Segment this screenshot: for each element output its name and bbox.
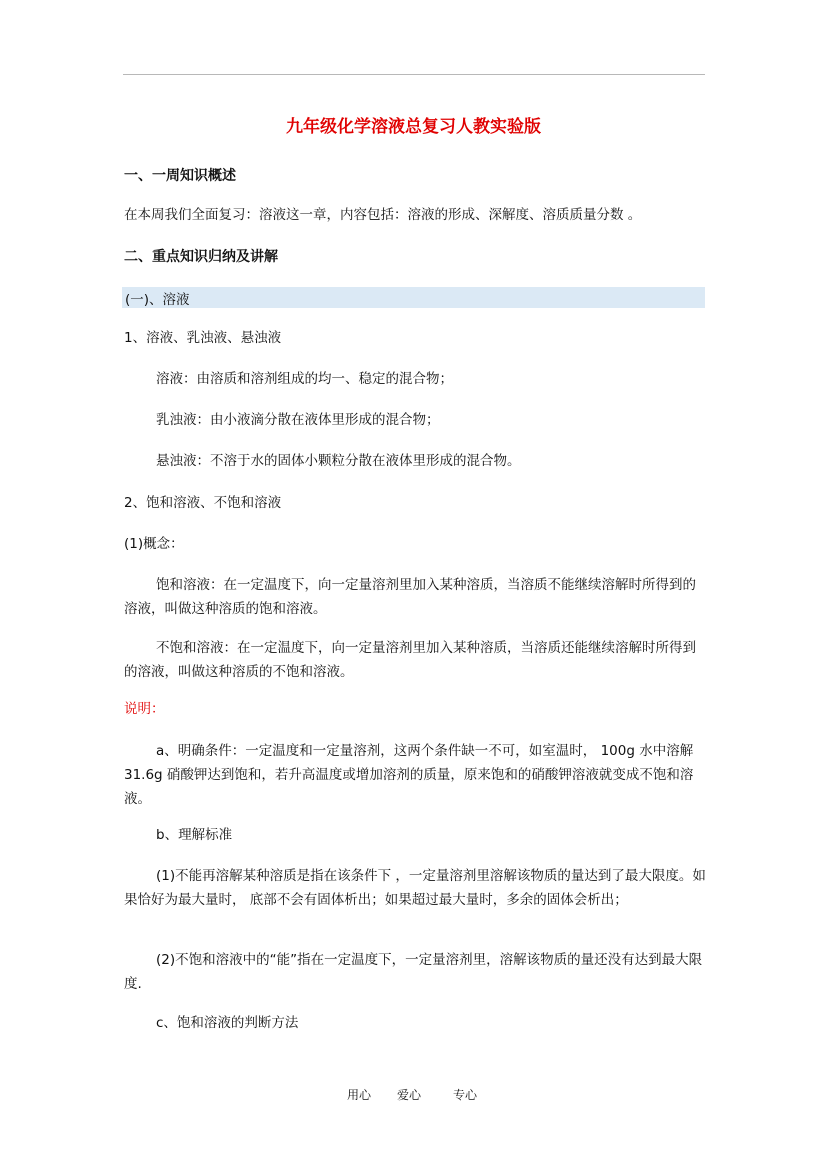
section-1-heading: 一、一周知识概述 [124,168,236,184]
note-b2: (2)不饱和溶液中的“能”指在一定温度下，一定量溶剂里，溶解该物质的量还没有达到最大限度. [124,952,703,992]
definition-emulsion: 乳浊液：由小液滴分散在液体里形成的混合物； [156,412,440,428]
item-1-label: 1、溶液、乳浊液、悬浊液 [124,330,282,346]
subheading-solution: (一)、溶液 [125,292,190,308]
note-label: 说明： [124,701,165,717]
note-b: b、理解标准 [156,827,233,843]
note-a: a、明确条件：一定温度和一定量溶剂，这两个条件缺一不可，如室温时， 100g 水中溶解 31.6g 硝酸钾达到饱和，若升高温度或增加溶剂的质量，原来饱和的硝酸钾溶液就变成不饱和溶液。 [124,743,694,807]
footer-text-1: 用心 [347,1088,372,1102]
footer-text-3: 专心 [453,1088,478,1102]
subheading-band [122,287,705,308]
unsaturated-definition: 不饱和溶液：在一定温度下，向一定量溶剂里加入某种溶质，当溶质还能继续溶解时所得到的溶液，叫做这种溶质的不饱和溶液。 [124,640,696,680]
note-c: c、饱和溶液的判断方法 [156,1015,299,1031]
section-1-text: 在本周我们全面复习：溶液这一章，内容包括：溶液的形成、深解度、溶质质量分数 。 [124,207,642,223]
item-2-label: 2、饱和溶液、不饱和溶液 [124,495,282,511]
footer-text-2: 爱心 [397,1088,422,1102]
definition-solution: 溶液：由溶质和溶剂组成的均一、稳定的混合物； [156,371,453,387]
document-title: 九年级化学溶液总复习人教实验版 [286,117,541,137]
section-2-heading: 二、重点知识归纳及讲解 [124,249,278,265]
concept-label: (1)概念： [124,536,184,552]
saturated-definition: 饱和溶液：在一定温度下，向一定量溶剂里加入某种溶质，当溶质不能继续溶解时所得到的溶液，叫做这种溶质的饱和溶液。 [124,577,696,617]
note-b1: (1)不能再溶解某种溶质是指在该条件下 ，一定量溶剂里溶解该物质的量达到了最大限度。如果恰好为最大量时， 底部不会有固体析出；如果超过最大量时，多余的固体会析出； [124,868,706,908]
definition-suspension: 悬浊液：不溶于水的固体小颗粒分散在液体里形成的混合物。 [156,453,521,469]
header-rule [123,74,705,75]
